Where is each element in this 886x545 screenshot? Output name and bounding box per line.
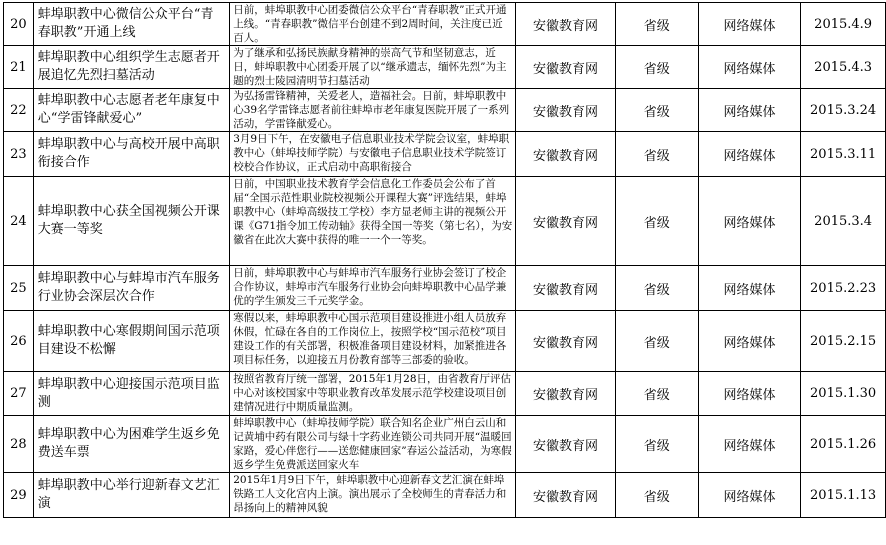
news-summary	[230, 266, 516, 311]
news-summary-text: 寒假以来，蚌埠职教中心国示范项目建设推进小组人员放弃休假，忙碌在各自的工作岗位上，按照学校“国示范校”项目建设工作的有关部署，积极准备项目建设材料，加紧推进各项目标任务，以迎接五月份教育部等三部委的验收。	[233, 312, 507, 366]
news-summary	[230, 89, 516, 132]
publish-date: 2015.4.3	[801, 46, 886, 89]
publish-date: 2015.2.15	[801, 311, 886, 372]
table-row	[4, 46, 886, 89]
news-summary	[230, 473, 516, 518]
news-summary-text: 为了继承和弘扬民族献身精神的崇高气节和坚韧意志，近日，蚌埠职教中心团委开展了以“继承遗志，缅怀先烈”为主题的烈士陵园清明节扫墓活动	[233, 47, 507, 87]
news-report-table	[3, 2, 886, 518]
news-title: 蚌埠职教中心寒假期间国示范项目建设不松懈	[33, 311, 229, 372]
media-level: 省级	[615, 3, 698, 46]
publish-date: 2015.3.24	[801, 89, 886, 132]
row-number: 22	[4, 89, 34, 132]
news-summary-text: 日前，中国职业技术教育学会信息化工作委员会公布了首届“全国示范性职业院校视频公开课程大赛”评选结果，蚌埠职教中心（蚌埠高级技工学校）李方显老师主讲的视频公开课《G71指令加工传动轴》获得全国一等奖（第七名），为安徽省在此次大赛中获得的唯一一个一等奖。	[233, 178, 513, 246]
news-title: 蚌埠职教中心志愿者老年康复中心“学雷锋献爱心”	[33, 89, 229, 132]
news-summary-text: 为弘扬雷锋精神，关爱老人，造福社会。日前，蚌埠职教中心39名学雷锋志愿者前往蚌埠市老年康复医院开展了一系列活动，学雷锋献爱心。	[233, 90, 510, 130]
news-summary	[230, 177, 516, 266]
publish-date: 2015.4.9	[801, 3, 886, 46]
table-row	[4, 177, 886, 266]
media-type: 网络媒体	[698, 177, 801, 266]
news-summary	[230, 416, 516, 473]
row-number: 24	[4, 177, 34, 266]
news-title: 蚌埠职教中心举行迎新春文艺汇演	[33, 473, 229, 518]
media-outlet: 安徽教育网	[516, 311, 616, 372]
row-number: 21	[4, 46, 34, 89]
media-level: 省级	[615, 473, 698, 518]
publish-date: 2015.1.26	[801, 416, 886, 473]
media-outlet: 安徽教育网	[516, 177, 616, 266]
media-type: 网络媒体	[698, 372, 801, 416]
news-summary-text: 蚌埠职教中心（蚌埠技师学院）联合知名企业广州白云山和记黄埔中药有限公司与绿十字药业连锁公司共同开展“温暖回家路，爱心伴您行——送您健康回家”春运公益活动，为寒假返乡学生免费派送回家火车	[233, 417, 512, 471]
table-row	[4, 266, 886, 311]
publish-date: 2015.3.4	[801, 177, 886, 266]
row-number: 20	[4, 3, 34, 46]
media-level: 省级	[615, 89, 698, 132]
media-level: 省级	[615, 177, 698, 266]
row-number: 23	[4, 132, 34, 177]
publish-date: 2015.2.23	[801, 266, 886, 311]
publish-date: 2015.1.30	[801, 372, 886, 416]
publish-date: 2015.3.11	[801, 132, 886, 177]
media-outlet: 安徽教育网	[516, 266, 616, 311]
news-title: 蚌埠职教中心迎接国示范项目监测	[33, 372, 229, 416]
row-number: 27	[4, 372, 34, 416]
media-outlet: 安徽教育网	[516, 3, 616, 46]
news-summary-text: 日前，蚌埠职教中心与蚌埠市汽车服务行业协会签订了校企合作协议，蚌埠市汽车服务行业协会向蚌埠职教中心品学兼优的学生颁发三千元奖学金。	[233, 267, 507, 307]
media-type: 网络媒体	[698, 473, 801, 518]
news-summary	[230, 311, 516, 372]
news-summary-text: 日前，蚌埠职教中心团委微信公众平台“青春职教”正式开通上线。“青春职教”微信平台创建不到2周时间，关注度已近百人。	[233, 4, 507, 44]
row-number: 29	[4, 473, 34, 518]
media-outlet: 安徽教育网	[516, 473, 616, 518]
media-type: 网络媒体	[698, 266, 801, 311]
row-number: 25	[4, 266, 34, 311]
media-type: 网络媒体	[698, 46, 801, 89]
news-summary	[230, 132, 516, 177]
media-type: 网络媒体	[698, 416, 801, 473]
media-outlet: 安徽教育网	[516, 372, 616, 416]
news-summary-text: 2015年1月9日下午，蚌埠职教中心迎新春文艺汇演在蚌埠铁路工人文化宫内上演。演出展示了全校师生的青春活力和昂扬向上的精神风貌	[233, 474, 507, 514]
media-type: 网络媒体	[698, 3, 801, 46]
news-summary-text: 按照省教育厅统一部署，2015年1月28日，由省教育厅评估中心对该校国家中等职业教育改革发展示范学校建设项目创建情况进行中期质量监测。	[233, 373, 512, 413]
news-title: 蚌埠职教中心微信公众平台“青春职教”开通上线	[33, 3, 229, 46]
table-row	[4, 89, 886, 132]
media-level: 省级	[615, 132, 698, 177]
news-title: 蚌埠职教中心与高校开展中高职衔接合作	[33, 132, 229, 177]
news-title: 蚌埠职教中心获全国视频公开课大赛一等奖	[33, 177, 229, 266]
media-type: 网络媒体	[698, 89, 801, 132]
media-level: 省级	[615, 416, 698, 473]
media-level: 省级	[615, 372, 698, 416]
row-number: 26	[4, 311, 34, 372]
media-type: 网络媒体	[698, 132, 801, 177]
publish-date: 2015.1.13	[801, 473, 886, 518]
news-summary	[230, 3, 516, 46]
table-row	[4, 132, 886, 177]
media-level: 省级	[615, 311, 698, 372]
news-summary	[230, 372, 516, 416]
media-outlet: 安徽教育网	[516, 46, 616, 89]
table-row	[4, 473, 886, 518]
news-title: 蚌埠职教中心与蚌埠市汽车服务行业协会深层次合作	[33, 266, 229, 311]
media-level: 省级	[615, 46, 698, 89]
media-type: 网络媒体	[698, 311, 801, 372]
row-number: 28	[4, 416, 34, 473]
news-title: 蚌埠职教中心为困难学生返乡免费送车票	[33, 416, 229, 473]
media-outlet: 安徽教育网	[516, 416, 616, 473]
media-level: 省级	[615, 266, 698, 311]
media-outlet: 安徽教育网	[516, 89, 616, 132]
news-summary-text: 3月9日下午，在安徽电子信息职业技术学院会议室，蚌埠职教中心（蚌埠技师学院）与安徽电子信息职业技术学院签订校校合作协议，正式启动中高职衔接合	[233, 133, 510, 173]
table-row	[4, 416, 886, 473]
media-outlet: 安徽教育网	[516, 132, 616, 177]
table-row	[4, 3, 886, 46]
news-summary	[230, 46, 516, 89]
table-row	[4, 311, 886, 372]
table-row	[4, 372, 886, 416]
news-title: 蚌埠职教中心组织学生志愿者开展追忆先烈扫墓活动	[33, 46, 229, 89]
